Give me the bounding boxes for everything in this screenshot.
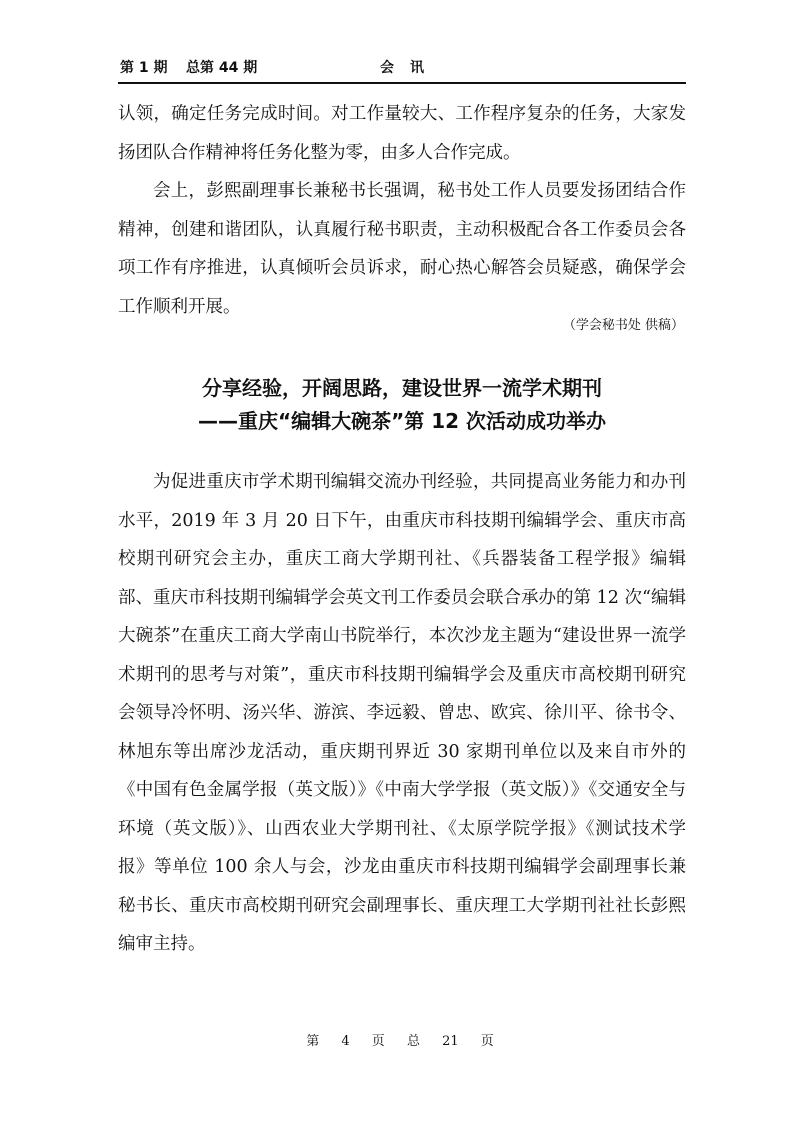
total-pages: 总 21 页: [406, 1034, 494, 1049]
issue-number: 第 1 期: [120, 60, 168, 76]
article-title: 分享经验，开阔思路，建设世界一流学术期刊: [202, 376, 602, 400]
page-footer: [0, 1032, 800, 1052]
previous-article-paragraph-2: 会上，彭熙副理事长兼秘书长强调，秘书处工作人员要发扬团结合作精神，创建和谐团队，认真履行秘书职责，主动积极配合各工作委员会各项工作有序推进，认真倾听会员诉求，耐心热心解答会员疑惑，确保学会工作顺利开展。: [118, 181, 686, 317]
article-subtitle: ——重庆“编辑大碗茶”第 12 次活动成功举办: [197, 409, 607, 433]
previous-article-paragraph-1: 认领，确定任务完成时间。对工作量较大、工作程序复杂的任务，大家发扬团队合作精神将任务化整为零，由多人合作完成。: [118, 104, 686, 163]
newsletter-title: 会讯: [380, 60, 440, 76]
page-number: 第 4 页: [306, 1034, 385, 1049]
contributor-credit: （学会秘书处 供稿）: [562, 318, 684, 333]
page-header: [118, 58, 686, 84]
article-paragraph-1: 为促进重庆市学术期刊编辑交流办刊经验，共同提高业务能力和办刊水平，2019 年 3 月 20 日下午，由重庆市科技期刊编辑学会、重庆市高校期刊研究会主办，重庆工商大学期刊社、《兵器装备工程学报》编辑部、重庆市科技期刊编辑学会英文刊工作委员会联合承办的第 12 次“编辑大碗茶”在重庆工商大学南山书院举行，本次沙龙主题为“建设世界一流学术期刊的思考与对策”，重庆市科技期刊编辑学会及重庆市高校期刊研究会领导冷怀明、汤兴华、游滨、李远毅、曾忠、欧宾、徐川平、徐书令、林旭东等出席沙龙活动，重庆期刊界近 30 家期刊单位以及来自市外的《中国有色金属学报（英文版）》《中南大学学报（英文版）》《交通安全与环境（英文版）》、山西农业大学期刊社、《太原学院学报》《测试技术学报》等单位 100 余人与会，沙龙由重庆市科技期刊编辑学会副理事长兼秘书长、重庆市高校期刊研究会副理事长、重庆理工大学期刊社社长彭熙编审主持。: [118, 472, 686, 954]
total-issue-number: 总第 44 期: [186, 60, 258, 76]
